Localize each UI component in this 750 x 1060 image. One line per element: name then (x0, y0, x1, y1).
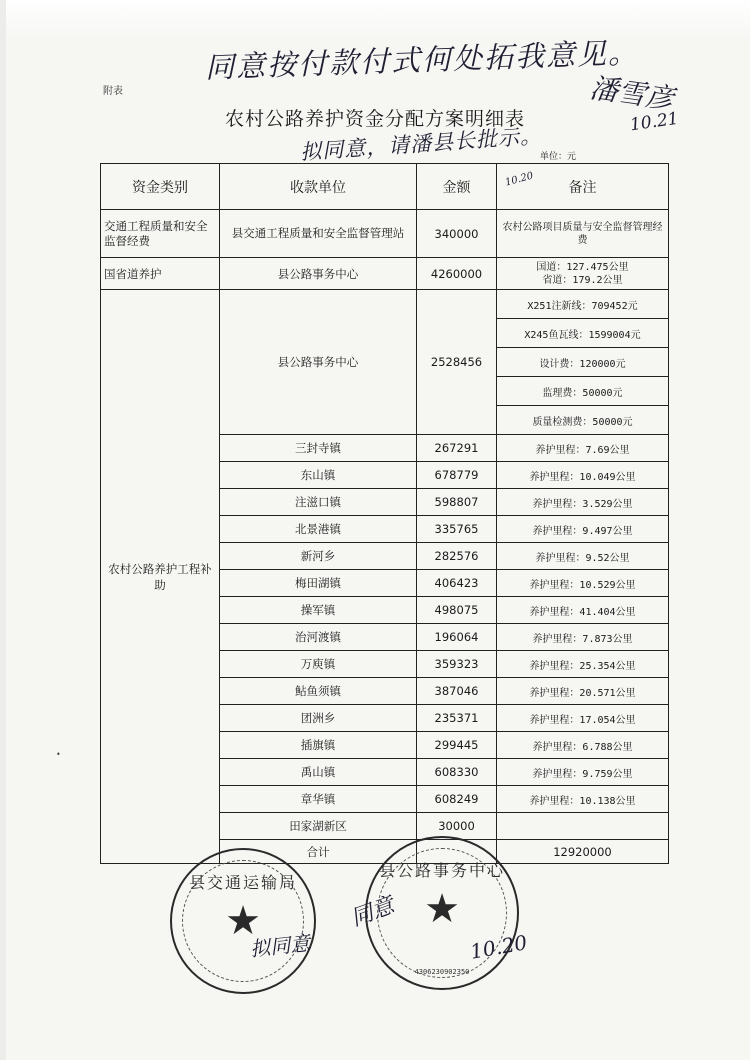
note-cell: 质量检测费：50000元 (497, 406, 669, 435)
allocation-table (100, 163, 669, 864)
payee-cell: 团洲乡 (220, 705, 417, 732)
amount-cell: 235371 (417, 705, 497, 732)
seal-scrawl-left: 拟同意 (249, 930, 312, 962)
document-title: 农村公路养护资金分配方案明细表 (224, 108, 525, 130)
amount-cell: 598807 (417, 489, 497, 516)
note-cell: 养护里程：41.404公里 (497, 597, 669, 624)
attachment-label: 附表 (103, 86, 123, 97)
payee-cell: 操军镇 (220, 597, 417, 624)
note-cell: X251注新线：709452元 (497, 290, 669, 319)
amount-cell: 359323 (417, 651, 497, 678)
note-cell: 养护里程：6.788公里 (497, 732, 669, 759)
handwritten-proposal-note: 拟同意，请潘县长批示。 (299, 123, 543, 165)
note-cell: 养护里程：9.52公里 (497, 543, 669, 570)
handwritten-signature: 潘雪彦 (587, 71, 676, 116)
payee-cell: 鲇鱼须镇 (220, 678, 417, 705)
payee-cell: 禹山镇 (220, 759, 417, 786)
margin-speck: • (56, 750, 61, 759)
amount-cell: 2528456 (417, 290, 497, 435)
payee-cell: 注滋口镇 (220, 489, 417, 516)
amount-cell: 196064 (417, 624, 497, 651)
payee-cell: 田家湖新区 (220, 813, 417, 840)
amount-cell: 498075 (417, 597, 497, 624)
note-cell: 养护里程：3.529公里 (497, 489, 669, 516)
payee-cell: 治河渡镇 (220, 624, 417, 651)
payee-cell: 章华镇 (220, 786, 417, 813)
note-cell: 养护里程：25.354公里 (497, 651, 669, 678)
amount-cell: 608249 (417, 786, 497, 813)
seal-scrawl-date: 10.20 (468, 930, 529, 964)
payee-cell: 北景港镇 (220, 516, 417, 543)
note-cell: 养护里程：10.049公里 (497, 462, 669, 489)
unit-label: 单位：元 (540, 152, 577, 162)
amount-cell: 678779 (417, 462, 497, 489)
header-note: 备注 (497, 164, 669, 210)
seal-number: 4306230902350 (414, 968, 470, 976)
note-cell: 监理费：50000元 (497, 377, 669, 406)
payee-cell: 三封寺镇 (220, 435, 417, 462)
note-cell: 设计费：120000元 (497, 348, 669, 377)
payee-cell: 梅田湖镇 (220, 570, 417, 597)
total-amount: 12920000 (497, 840, 669, 864)
header-date-scrawl: 10.20 (504, 170, 535, 189)
seal-text: 县交通运输局 (188, 873, 297, 892)
amount-cell: 608330 (417, 759, 497, 786)
category-cell: 国省道养护 (101, 258, 220, 290)
note-cell: 养护里程：20.571公里 (497, 678, 669, 705)
amount-cell: 4260000 (417, 258, 497, 290)
handwritten-approval-note: 同意按付款付式何处拓我意见。 (204, 35, 640, 85)
total-label: 合计 (220, 840, 417, 864)
note-line: 省道：179.2公里 (542, 274, 623, 286)
note-cell: 养护里程：10.529公里 (497, 570, 669, 597)
category-cell: 农村公路养护工程补助 (101, 290, 220, 864)
payee-cell: 东山镇 (220, 462, 417, 489)
seal-scrawl-right: 同意 (347, 893, 398, 932)
seal-text: 县公路事务中心 (378, 861, 505, 880)
note-cell: X245鱼瓦线：1599004元 (497, 319, 669, 348)
note-cell: 养护里程：7.873公里 (497, 624, 669, 651)
header-payee: 收款单位 (220, 164, 417, 210)
amount-cell: 335765 (417, 516, 497, 543)
payee-cell: 插旗镇 (220, 732, 417, 759)
note-line: 国道：127.475公里 (536, 261, 629, 273)
table-row (101, 258, 669, 290)
star-icon: ★ (424, 886, 460, 932)
signature-date: 10.21 (628, 108, 680, 136)
note-cell (497, 813, 669, 840)
official-seal-left (170, 848, 316, 994)
payee-cell: 县交通工程质量和安全监督管理站 (220, 210, 417, 258)
payee-cell: 万庾镇 (220, 651, 417, 678)
table-row (101, 210, 669, 258)
amount-cell: 406423 (417, 570, 497, 597)
note-cell: 养护里程：17.054公里 (497, 705, 669, 732)
note-cell (497, 258, 669, 290)
scan-edge-left (0, 0, 6, 1060)
note-cell: 养护里程：9.497公里 (497, 516, 669, 543)
note-cell: 养护里程：9.759公里 (497, 759, 669, 786)
amount-cell: 30000 (417, 813, 497, 840)
payee-cell: 县公路事务中心 (220, 290, 417, 435)
table-row (101, 290, 669, 319)
amount-cell: 267291 (417, 435, 497, 462)
amount-cell: 387046 (417, 678, 497, 705)
header-amount: 金额 (417, 164, 497, 210)
payee-cell: 新河乡 (220, 543, 417, 570)
star-icon: ★ (225, 898, 261, 944)
note-cell: 农村公路项目质量与安全监督管理经费 (497, 210, 669, 258)
note-cell: 养护里程：7.69公里 (497, 435, 669, 462)
payee-cell: 县公路事务中心 (220, 258, 417, 290)
amount-cell: 340000 (417, 210, 497, 258)
table-header-row (101, 164, 669, 210)
header-category: 资金类别 (101, 164, 220, 210)
amount-cell: 282576 (417, 543, 497, 570)
note-cell: 养护里程：10.138公里 (497, 786, 669, 813)
category-cell: 交通工程质量和安全监督经费 (101, 210, 220, 258)
amount-cell: 299445 (417, 732, 497, 759)
